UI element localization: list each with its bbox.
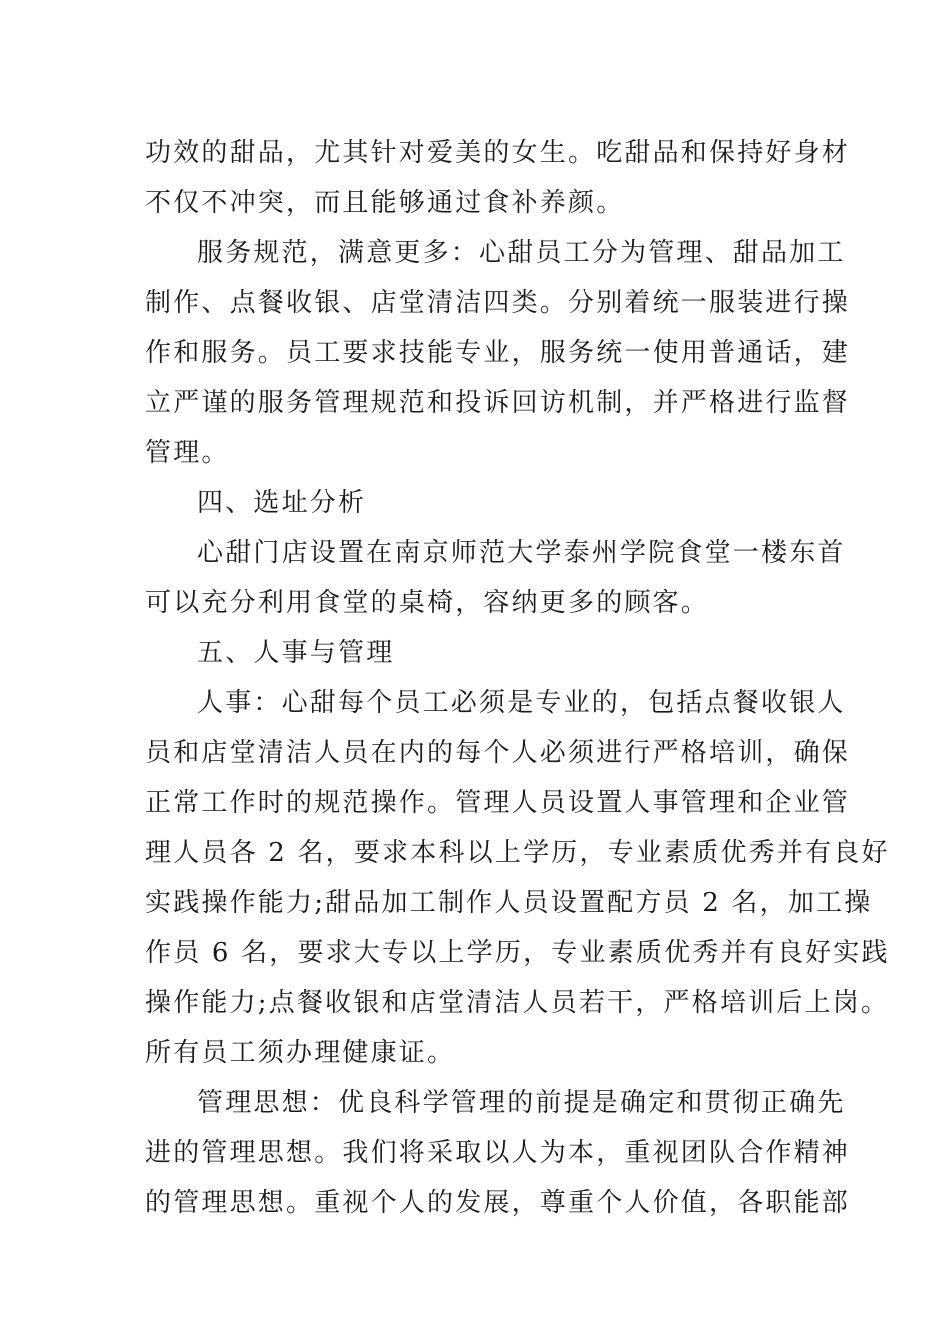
text-line: 管理思想：优良科学管理的前提是确定和贯彻正确先 [197,1088,846,1118]
text-line: 作员 6 名，要求大专以上学历，专业素质优秀并有良好实践 [145,938,890,968]
section-heading: 四、选址分析 [197,488,367,518]
text-line: 操作能力;点餐收银和店堂清洁人员若干，严格培训后上岗。 [145,988,890,1018]
text-line: 制作、点餐收银、店堂清洁四类。分别着统一服装进行操 [145,288,851,318]
text-line: 员和店堂清洁人员在内的每个人必须进行严格培训，确保 [145,738,851,768]
text-line: 进的管理思想。我们将采取以人为本，重视团队合作精神 [145,1138,851,1168]
text-line: 心甜门店设置在南京师范大学泰州学院食堂一楼东首 [197,538,846,568]
text-line: 服务规范，满意更多：心甜员工分为管理、甜品加工 [197,238,846,268]
text-line: 功效的甜品，尤其针对爱美的女生。吃甜品和保持好身材 [145,138,851,168]
text-line: 所有员工须办理健康证。 [145,1038,456,1068]
text-line: 理人员各 2 名，要求本科以上学历，专业素质优秀并有良好 [145,838,890,868]
text-line: 正常工作时的规范操作。管理人员设置人事管理和企业管 [145,788,851,818]
text-line: 不仅不冲突，而且能够通过食补养颜。 [145,188,625,218]
text-line: 立严谨的服务管理规范和投诉回访机制，并严格进行监督 [145,388,851,418]
text-line: 实践操作能力;甜品加工制作人员设置配方员 2 名，加工操 [145,888,873,918]
section-heading: 五、人事与管理 [197,638,395,668]
text-line: 可以充分利用食堂的桌椅，容纳更多的顾客。 [145,588,710,618]
text-line: 管理。 [145,438,230,468]
text-line: 的管理思想。重视个人的发展，尊重个人价值，各职能部 [145,1188,851,1218]
text-line: 人事：心甜每个员工必须是专业的，包括点餐收银人 [197,688,846,718]
text-line: 作和服务。员工要求技能专业，服务统一使用普通话，建 [145,338,851,368]
